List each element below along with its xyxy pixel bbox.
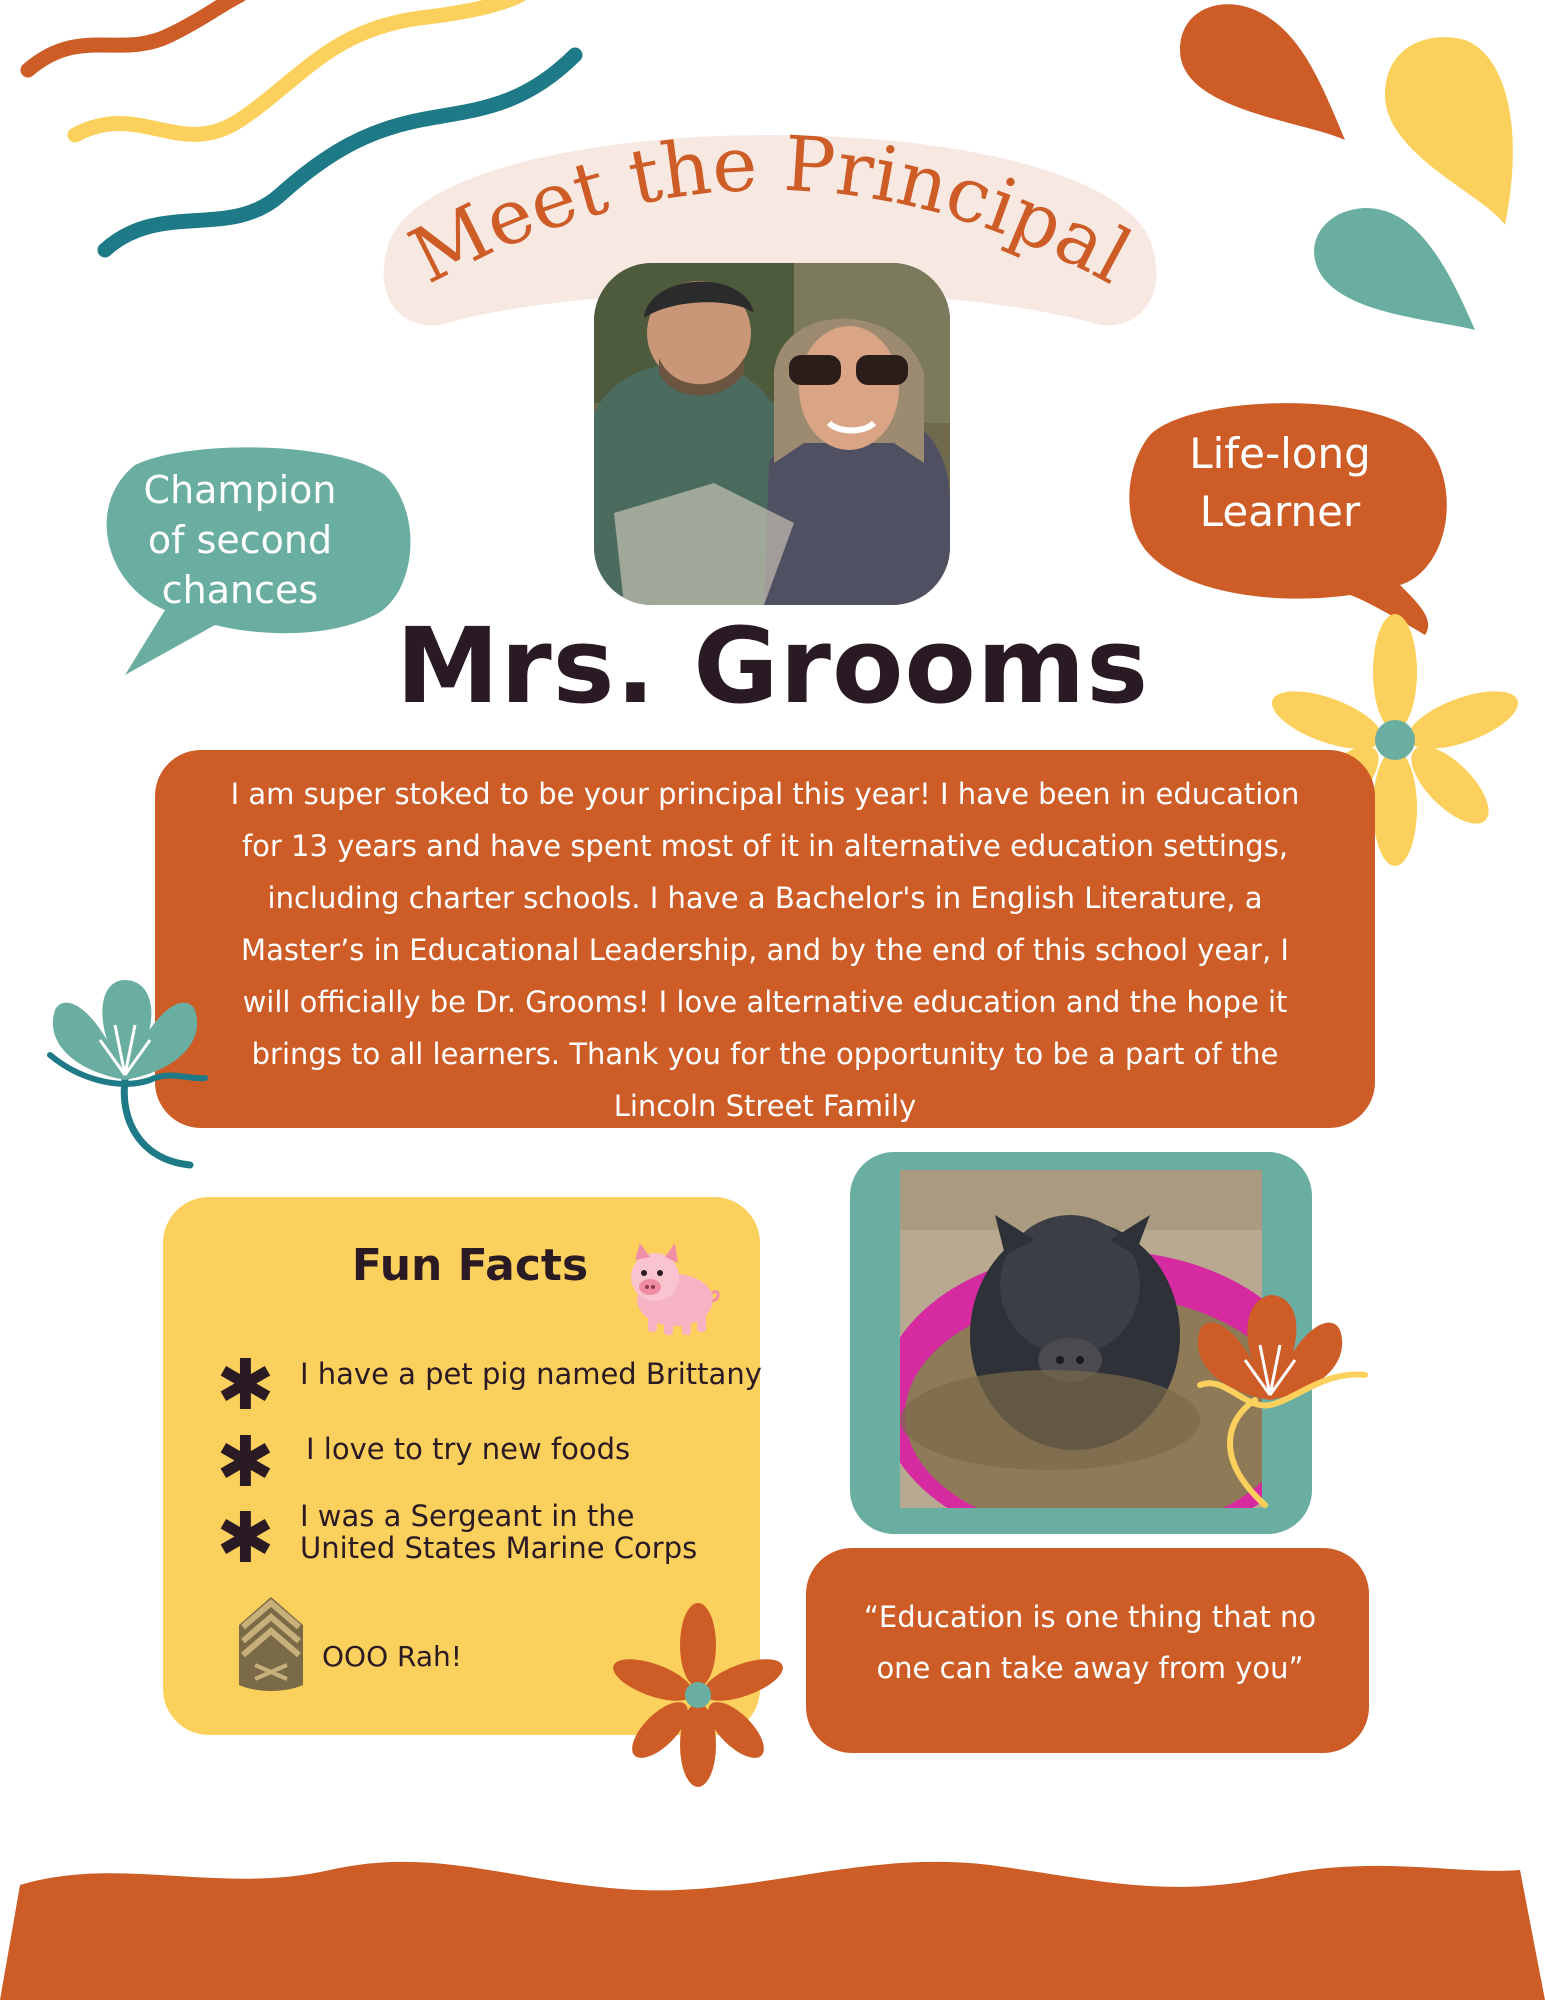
bubble-line: chances [161, 568, 319, 612]
fun-fact-line: I love to try new foods [306, 1432, 631, 1466]
speech-bubble-left-text [110, 465, 370, 615]
asterisk-icon: ✱ [216, 1421, 275, 1503]
principal-photo-image [594, 263, 950, 605]
quote-text [830, 1592, 1350, 1694]
bio-line: including charter schools. I have a Bachelor's in English Literature, a [267, 881, 1263, 915]
bio-line: will officially be Dr. Grooms! I love alternative education and the hope it [242, 985, 1288, 1019]
bubble-line: Learner [1199, 487, 1361, 536]
fun-fact-item [300, 1357, 762, 1391]
fun-fact-line: I was a Sergeant in the [300, 1499, 635, 1533]
bio-line: for 13 years and have spent most of it in alternative education settings, [241, 829, 1289, 863]
page-title-text: Meet the Principal [396, 118, 1146, 301]
bio-text [190, 768, 1340, 1132]
bottom-wave-decoration [0, 1845, 1545, 2000]
fun-fact-line: I have a pet pig named Brittany [300, 1357, 762, 1391]
bio-line: brings to all learners. Thank you for the opportunity to be a part of the [251, 1037, 1279, 1071]
bubble-line: of second [147, 518, 333, 562]
quote-line: “Education is one thing that no [863, 1600, 1317, 1634]
bio-line: I am super stoked to be your principal this year! I have been in education [230, 777, 1300, 811]
oorah-text: OOO Rah! [322, 1640, 462, 1673]
fun-fact-line: United States Marine Corps [300, 1531, 698, 1565]
teal-flower-decoration [40, 970, 230, 1170]
speech-bubble-right-text [1150, 425, 1410, 541]
asterisk-icon: ✱ [216, 1344, 275, 1426]
quote-line: one can take away from you” [876, 1651, 1304, 1685]
bubble-line: Champion [143, 468, 337, 512]
fun-fact-item [306, 1432, 630, 1466]
asterisk-icon: ✱ [216, 1497, 275, 1579]
principal-name: Mrs. Grooms [395, 605, 1150, 727]
sergeant-rank-icon [235, 1595, 307, 1695]
orange-ribbon-flower-decoration [1185, 1280, 1370, 1520]
bubble-line: Life-long [1189, 429, 1371, 478]
leaf-teal-decoration [1305, 200, 1485, 340]
pig-icon [620, 1245, 720, 1337]
leaf-orange-decoration [1170, 0, 1370, 150]
principal-photo [594, 263, 950, 605]
fun-fact-item [300, 1500, 697, 1564]
fun-facts-title: Fun Facts [351, 1240, 589, 1291]
orange-flower-decoration [620, 1605, 780, 1785]
bio-line: Master’s in Educational Leadership, and by the end of this school year, I [241, 933, 1289, 967]
bio-line: Lincoln Street Family [613, 1089, 917, 1123]
